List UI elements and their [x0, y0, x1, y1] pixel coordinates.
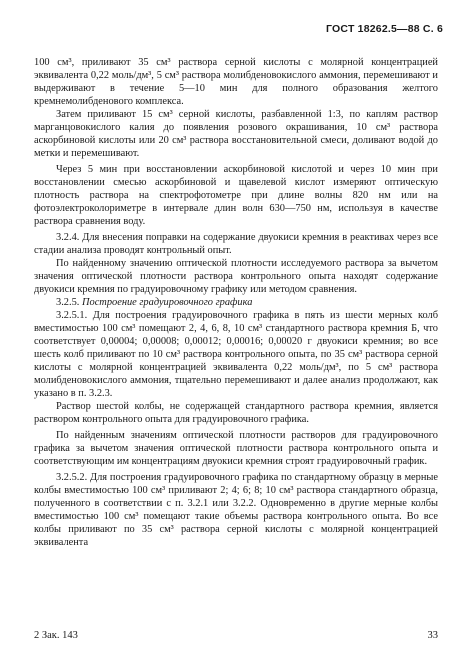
paragraph: Затем приливают 15 см³ серной кислоты, разбавленной 1:3, по каплям раствор марганцовокислого калия до появления розового окрашивания, 10 см³ раствора аскорбиновой кислоты или 20 см³ раствора восстановительной смеси, доливают водой до метки и перемешивают.: [34, 109, 438, 159]
page-number: 33: [427, 630, 438, 641]
section-heading: [34, 296, 438, 309]
paragraph: 3.2.5.2. Для построения градуировочного графика по стандартному образцу в мерные колбы вместимостью 100 см³ приливают 2; 4; 6; 8; 10 см³ раствора стандартного образца, полученного в соответствии с п. 3.2.1 или 3.2.2. Одновременно в другие мерные колбы вместимостью 100 см³ помещают такие объемы раствора контрольного опыта. Во все колбы приливают по 35 см³ раствора серной кислоты с молярной концентрацией эквивалента: [34, 472, 438, 548]
paragraph: 3.2.5.1. Для построения градуировочного графика в пять из шести мерных колб вместимостью 100 см³ помещают 2, 4, 6, 8, 10 см³ стандартного раствора кремния Б, что соответствует 0,00004; 0,00008; 0,00012; 0,00016; 0,00020 г двуокиси кремния; во все шесть колб приливают по 10 см³ раствора контрольного опыта, по 35 см³ раствора серной кислоты с молярной концентрацией эквивалента 0,22 моль/дм³, по 5 см³ раствора молибденовокислого аммония, тщательно перемешивают и далее анализ продолжают, как указано в п. 3.2.3.: [34, 310, 438, 399]
section-title: Построение градуировочного графика: [82, 297, 253, 308]
paragraph: 3.2.4. Для внесения поправки на содержание двуокиси кремния в реактивах через все стадии анализа проводят контрольный опыт.: [34, 232, 438, 256]
page-footer: [34, 630, 438, 641]
document-header: ГОСТ 18262.5—88 С. 6: [326, 23, 443, 35]
paragraph: Через 5 мин при восстановлении аскорбиновой кислотой и через 10 мин при восстановлении смесью аскорбиновой и щавелевой кислот измеряют оптическую плотность раствора на спектрофотометре при длине волны 820 нм или на фотоэлектроколориметре в интервале длин волн 630—750 нм, используя в качестве раствора сравнения воду.: [34, 164, 438, 227]
paragraph: По найденному значению оптической плотности исследуемого раствора за вычетом значения оптической плотности раствора контрольного опыта находят содержание двуокиси кремния по градуировочному графику или методом сравнения.: [34, 258, 438, 295]
paragraph: Раствор шестой колбы, не содержащей стандартного раствора кремния, является раствором контрольного опыта для градуировочного графика.: [34, 401, 438, 425]
paragraph: По найденным значениям оптической плотности растворов для градуировочного графика за вычетом значения оптической плотности раствора контрольного опыта и соответствующим им концентрациям двуокиси кремния строят градуировочный график.: [34, 430, 438, 467]
paragraph: 100 см³, приливают 35 см³ раствора серной кислоты с молярной концентрацией эквивалента 0,22 моль/дм³, 5 см³ раствора молибденовокислого аммония, перемешивают и выдерживают в течение 5—10 мин для полного образования желтого кремнемолибденового комплекса.: [34, 57, 438, 107]
printing-order-note: 2 Зак. 143: [34, 630, 78, 641]
section-number: 3.2.5.: [56, 297, 80, 308]
document-body: [34, 56, 438, 549]
